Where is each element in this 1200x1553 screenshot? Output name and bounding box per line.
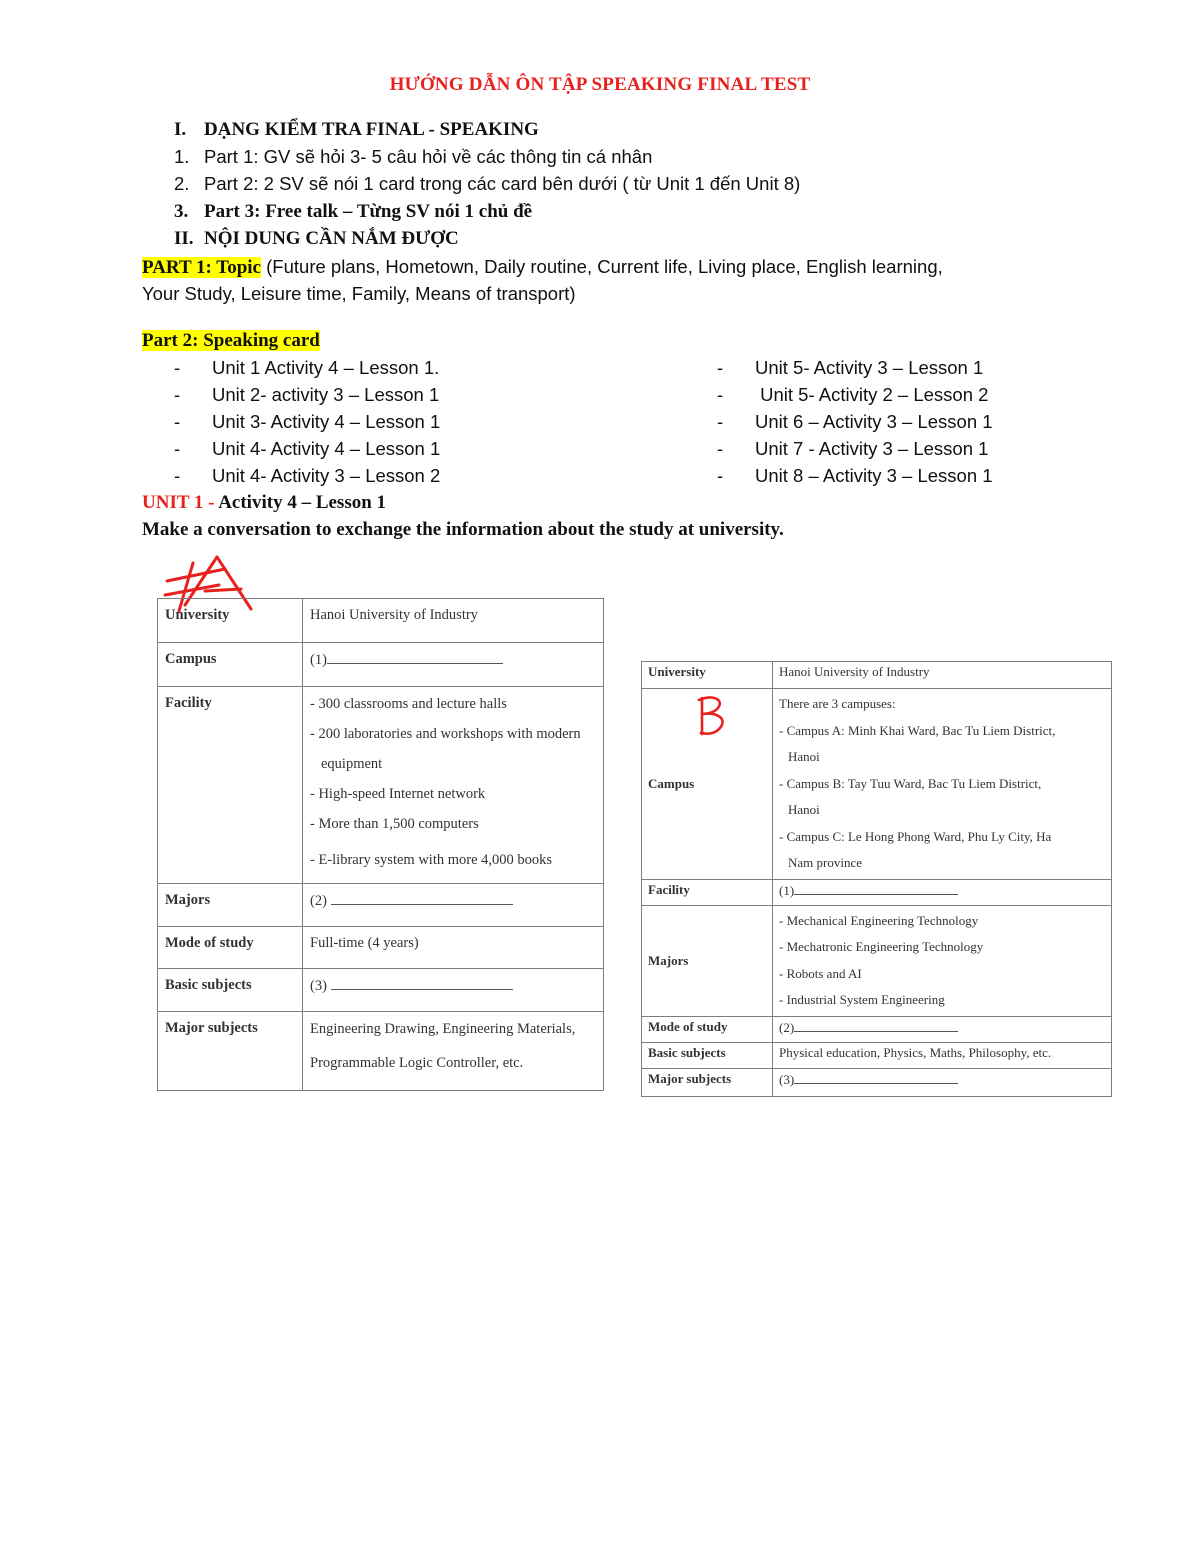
- table-row: [158, 927, 604, 969]
- list-item-text: Part 2: 2 SV sẽ nói 1 card trong các card bên dưới ( từ Unit 1 đến Unit 8): [204, 173, 801, 194]
- card-b-basic-label: Basic subjects: [642, 1042, 773, 1068]
- part-2-label: Part 2: Speaking card: [142, 330, 320, 351]
- card-b-university-label: University: [642, 662, 773, 689]
- list-item: - Campus C: Le Hong Phong Ward, Phu Ly City, Ha: [779, 828, 1052, 844]
- card-b-major-subjects-value: (3): [773, 1068, 1112, 1096]
- list-item: Programmable Logic Controller, etc.: [310, 1055, 524, 1071]
- unit-1-instruction: Make a conversation to exchange the information about the study at university.: [142, 519, 784, 540]
- card-list-item: - Unit 4- Activity 4 – Lesson 1: [174, 438, 441, 459]
- part-1-topics-line-2: Your Study, Leisure time, Family, Means of transport): [142, 283, 576, 304]
- card-a-majors-label: Majors: [158, 884, 303, 927]
- card-a-facility-list: [303, 687, 604, 884]
- list-item: Hanoi: [788, 749, 820, 764]
- card-a-major-subjects-label: Major subjects: [158, 1012, 303, 1091]
- table-row: [642, 1068, 1112, 1096]
- card-a-major-subjects-value: [303, 1012, 604, 1091]
- unit-1-heading: [142, 492, 386, 514]
- card-list-item: - Unit 3- Activity 4 – Lesson 1: [174, 411, 441, 432]
- table-row: [158, 599, 604, 643]
- card-list-item: - Unit 4- Activity 3 – Lesson 2: [174, 465, 441, 486]
- page-title: HƯỚNG DẪN ÔN TẬP SPEAKING FINAL TEST: [389, 74, 811, 95]
- card-list-item: - Unit 7 - Activity 3 – Lesson 1: [717, 438, 989, 459]
- card-a-university-label: University: [158, 599, 303, 643]
- part-2-heading: [142, 330, 320, 352]
- section-2-title: NỘI DUNG CẦN NẮM ĐƯỢC: [204, 228, 459, 249]
- list-item: [174, 201, 532, 223]
- card-b-majors-label: Majors: [642, 905, 773, 1016]
- card-list-item: - Unit 1 Activity 4 – Lesson 1.: [174, 357, 440, 378]
- card-b-campus-list: [773, 689, 1112, 880]
- card-list-item: - Unit 6 – Activity 3 – Lesson 1: [717, 411, 993, 432]
- list-item: - Campus B: Tay Tuu Ward, Bac Tu Liem District,: [779, 775, 1042, 791]
- table-row: [158, 884, 604, 927]
- handwritten-b-mark: [694, 694, 730, 738]
- card-a-campus-value: (1): [303, 643, 604, 687]
- card-b-facility-label: Facility: [642, 879, 773, 905]
- unit-1-activity: Activity 4 – Lesson 1: [218, 492, 387, 513]
- list-item: - Mechanical Engineering Technology: [779, 912, 979, 928]
- card-b-mode-value: (2): [773, 1016, 1112, 1042]
- card-a-basic-label: Basic subjects: [158, 969, 303, 1012]
- table-row: [642, 1016, 1112, 1042]
- list-item: - 200 laboratories and workshops with modern: [310, 726, 581, 742]
- list-item: [174, 146, 652, 168]
- list-item: - High-speed Internet network: [310, 786, 486, 802]
- card-list-item: - Unit 8 – Activity 3 – Lesson 1: [717, 465, 993, 486]
- unit-1-label: UNIT 1 -: [142, 492, 219, 513]
- card-a-mode-label: Mode of study: [158, 927, 303, 969]
- list-item: Nam province: [788, 855, 863, 870]
- list-item: There are 3 campuses:: [779, 696, 896, 711]
- list-item-number: 2.: [174, 173, 190, 194]
- section-1-title: DẠNG KIỂM TRA FINAL - SPEAKING: [204, 119, 539, 140]
- table-row: [158, 687, 604, 884]
- table-row: [642, 1042, 1112, 1068]
- list-item: - Campus A: Minh Khai Ward, Bac Tu Liem District,: [779, 722, 1056, 738]
- table-row: [158, 969, 604, 1012]
- table-row: [642, 662, 1112, 689]
- list-item: - More than 1,500 computers: [310, 816, 479, 832]
- card-b-campus-label: Campus: [642, 689, 773, 880]
- section-1-heading: [174, 119, 539, 141]
- table-row: [158, 1012, 604, 1091]
- list-item-text: Part 3: Free talk – Từng SV nói 1 chủ đề: [204, 201, 533, 222]
- list-item: - Mechatronic Engineering Technology: [779, 939, 984, 954]
- card-a-mode-value: Full-time (4 years): [303, 927, 604, 969]
- list-item-text: Part 1: GV sẽ hỏi 3- 5 câu hỏi về các thông tin cá nhân: [204, 146, 653, 167]
- section-1-number: I.: [174, 119, 187, 140]
- list-item: - 300 classrooms and lecture halls: [310, 696, 507, 712]
- card-list-item: - Unit 5- Activity 3 – Lesson 1: [717, 357, 984, 378]
- card-b-majors-list: [773, 905, 1112, 1016]
- card-list-item: - Unit 5- Activity 2 – Lesson 2: [717, 384, 989, 405]
- part-1-topics-line-1: (Future plans, Hometown, Daily routine, Current life, Living place, English learning,: [261, 256, 943, 277]
- list-item-number: 3.: [174, 201, 189, 222]
- list-item: [174, 173, 800, 195]
- card-a-university-value: Hanoi University of Industry: [303, 599, 604, 643]
- list-item: - E-library system with more 4,000 books: [310, 852, 553, 868]
- list-item: - Industrial System Engineering: [779, 992, 945, 1007]
- table-row: [158, 643, 604, 687]
- card-a-table: [157, 598, 604, 1091]
- card-b-basic-value: Physical education, Physics, Maths, Philosophy, etc.: [773, 1042, 1112, 1068]
- card-a-facility-label: Facility: [158, 687, 303, 884]
- part-1-topic: [142, 256, 943, 279]
- table-row: [642, 879, 1112, 905]
- list-item: Hanoi: [788, 802, 820, 817]
- section-2-number: II.: [174, 228, 194, 249]
- card-a-basic-value: (3): [303, 969, 604, 1012]
- table-row: [642, 905, 1112, 1016]
- card-b-mode-label: Mode of study: [642, 1016, 773, 1042]
- list-item: equipment: [321, 756, 383, 772]
- card-a-campus-label: Campus: [158, 643, 303, 687]
- list-item: - Robots and AI: [779, 965, 862, 981]
- list-item: Engineering Drawing, Engineering Materials,: [310, 1021, 576, 1037]
- card-b-major-subjects-label: Major subjects: [642, 1068, 773, 1096]
- card-b-university-value: Hanoi University of Industry: [773, 662, 1112, 689]
- section-2-heading: [174, 228, 459, 250]
- part-1-label: PART 1: Topic: [142, 257, 261, 278]
- card-list-item: - Unit 2- activity 3 – Lesson 1: [174, 384, 440, 405]
- list-item-number: 1.: [174, 146, 190, 167]
- card-a-majors-value: (2): [303, 884, 604, 927]
- card-b-facility-value: (1): [773, 879, 1112, 905]
